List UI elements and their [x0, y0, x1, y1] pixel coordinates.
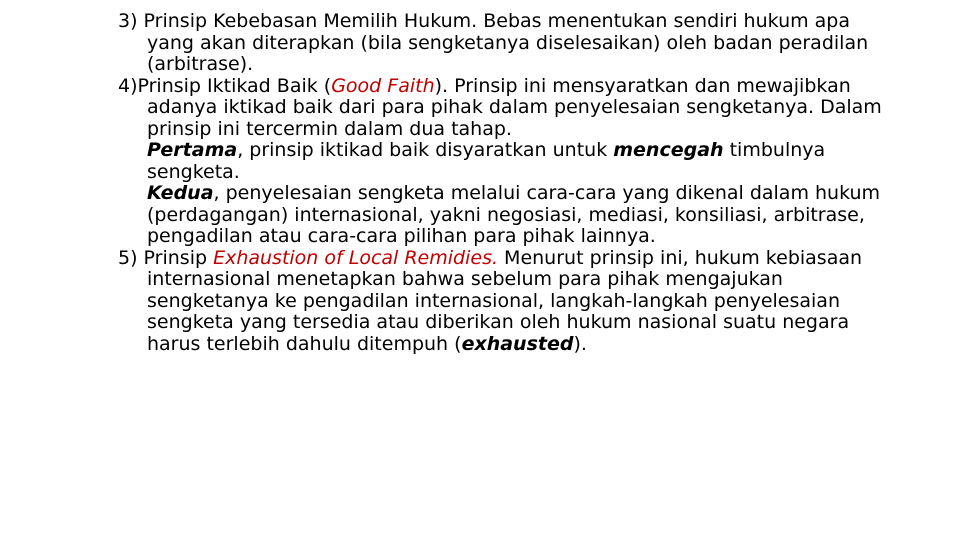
kedua-paragraph: [118, 183, 898, 248]
kedua-text: , penyelesaian sengketa melalui cara-cara yang dikenal dalam hukum (perdagangan) internasional, yakni negosiasi, mediasi, konsiliasi, arbitrase, pengadilan atau cara-cara pilihan para pihak lainnya.: [147, 182, 881, 247]
exhaustion-term: Exhaustion of Local Remidies.: [213, 246, 499, 269]
principle-5-text: Menurut prinsip ini, hukum kebiasaan internasional menetapkan bahwa sebelum para pihak mengajukan sengketanya ke pengadilan internasional, langkah-langkah penyelesaian sengketa yang tersedia atau diberikan oleh hukum nasional suatu negara harus terlebih dahulu ditempuh (: [147, 246, 863, 355]
pertama-paragraph: [118, 140, 898, 183]
good-faith-term: Good Faith: [331, 74, 435, 97]
principle-5-prefix: 5) Prinsip: [118, 246, 214, 269]
kedua-label: Kedua: [147, 182, 214, 204]
principle-5-end: ).: [573, 332, 587, 355]
pertama-label: Pertama: [147, 139, 238, 161]
principle-4-prefix: 4)Prinsip Iktikad Baik (: [118, 74, 332, 97]
principle-3-paragraph: [118, 11, 898, 76]
slide-body: [118, 11, 898, 355]
exhausted-emphasis: exhausted: [461, 332, 574, 355]
pertama-text-1: , prinsip iktikad baik disyaratkan untuk: [237, 139, 614, 161]
principle-4-paragraph: [118, 76, 898, 141]
principle-4-text: ). Prinsip ini mensyaratkan dan mewajibkan adanya iktikad baik dari para pihak dalam penyelesaian sengketanya. Dalam prinsip ini tercermin dalam dua tahap.: [147, 74, 882, 140]
principle-3-text: 3) Prinsip Kebebasan Memilih Hukum. Bebas menentukan sendiri hukum apa yang akan diterapkan (bila sengketanya diselesaikan) oleh badan peradilan (arbitrase).: [118, 10, 869, 75]
principle-5-paragraph: [118, 248, 898, 356]
pertama-text-2: timbulnya sengketa.: [147, 139, 826, 183]
mencegah-emphasis: mencegah: [613, 139, 724, 161]
